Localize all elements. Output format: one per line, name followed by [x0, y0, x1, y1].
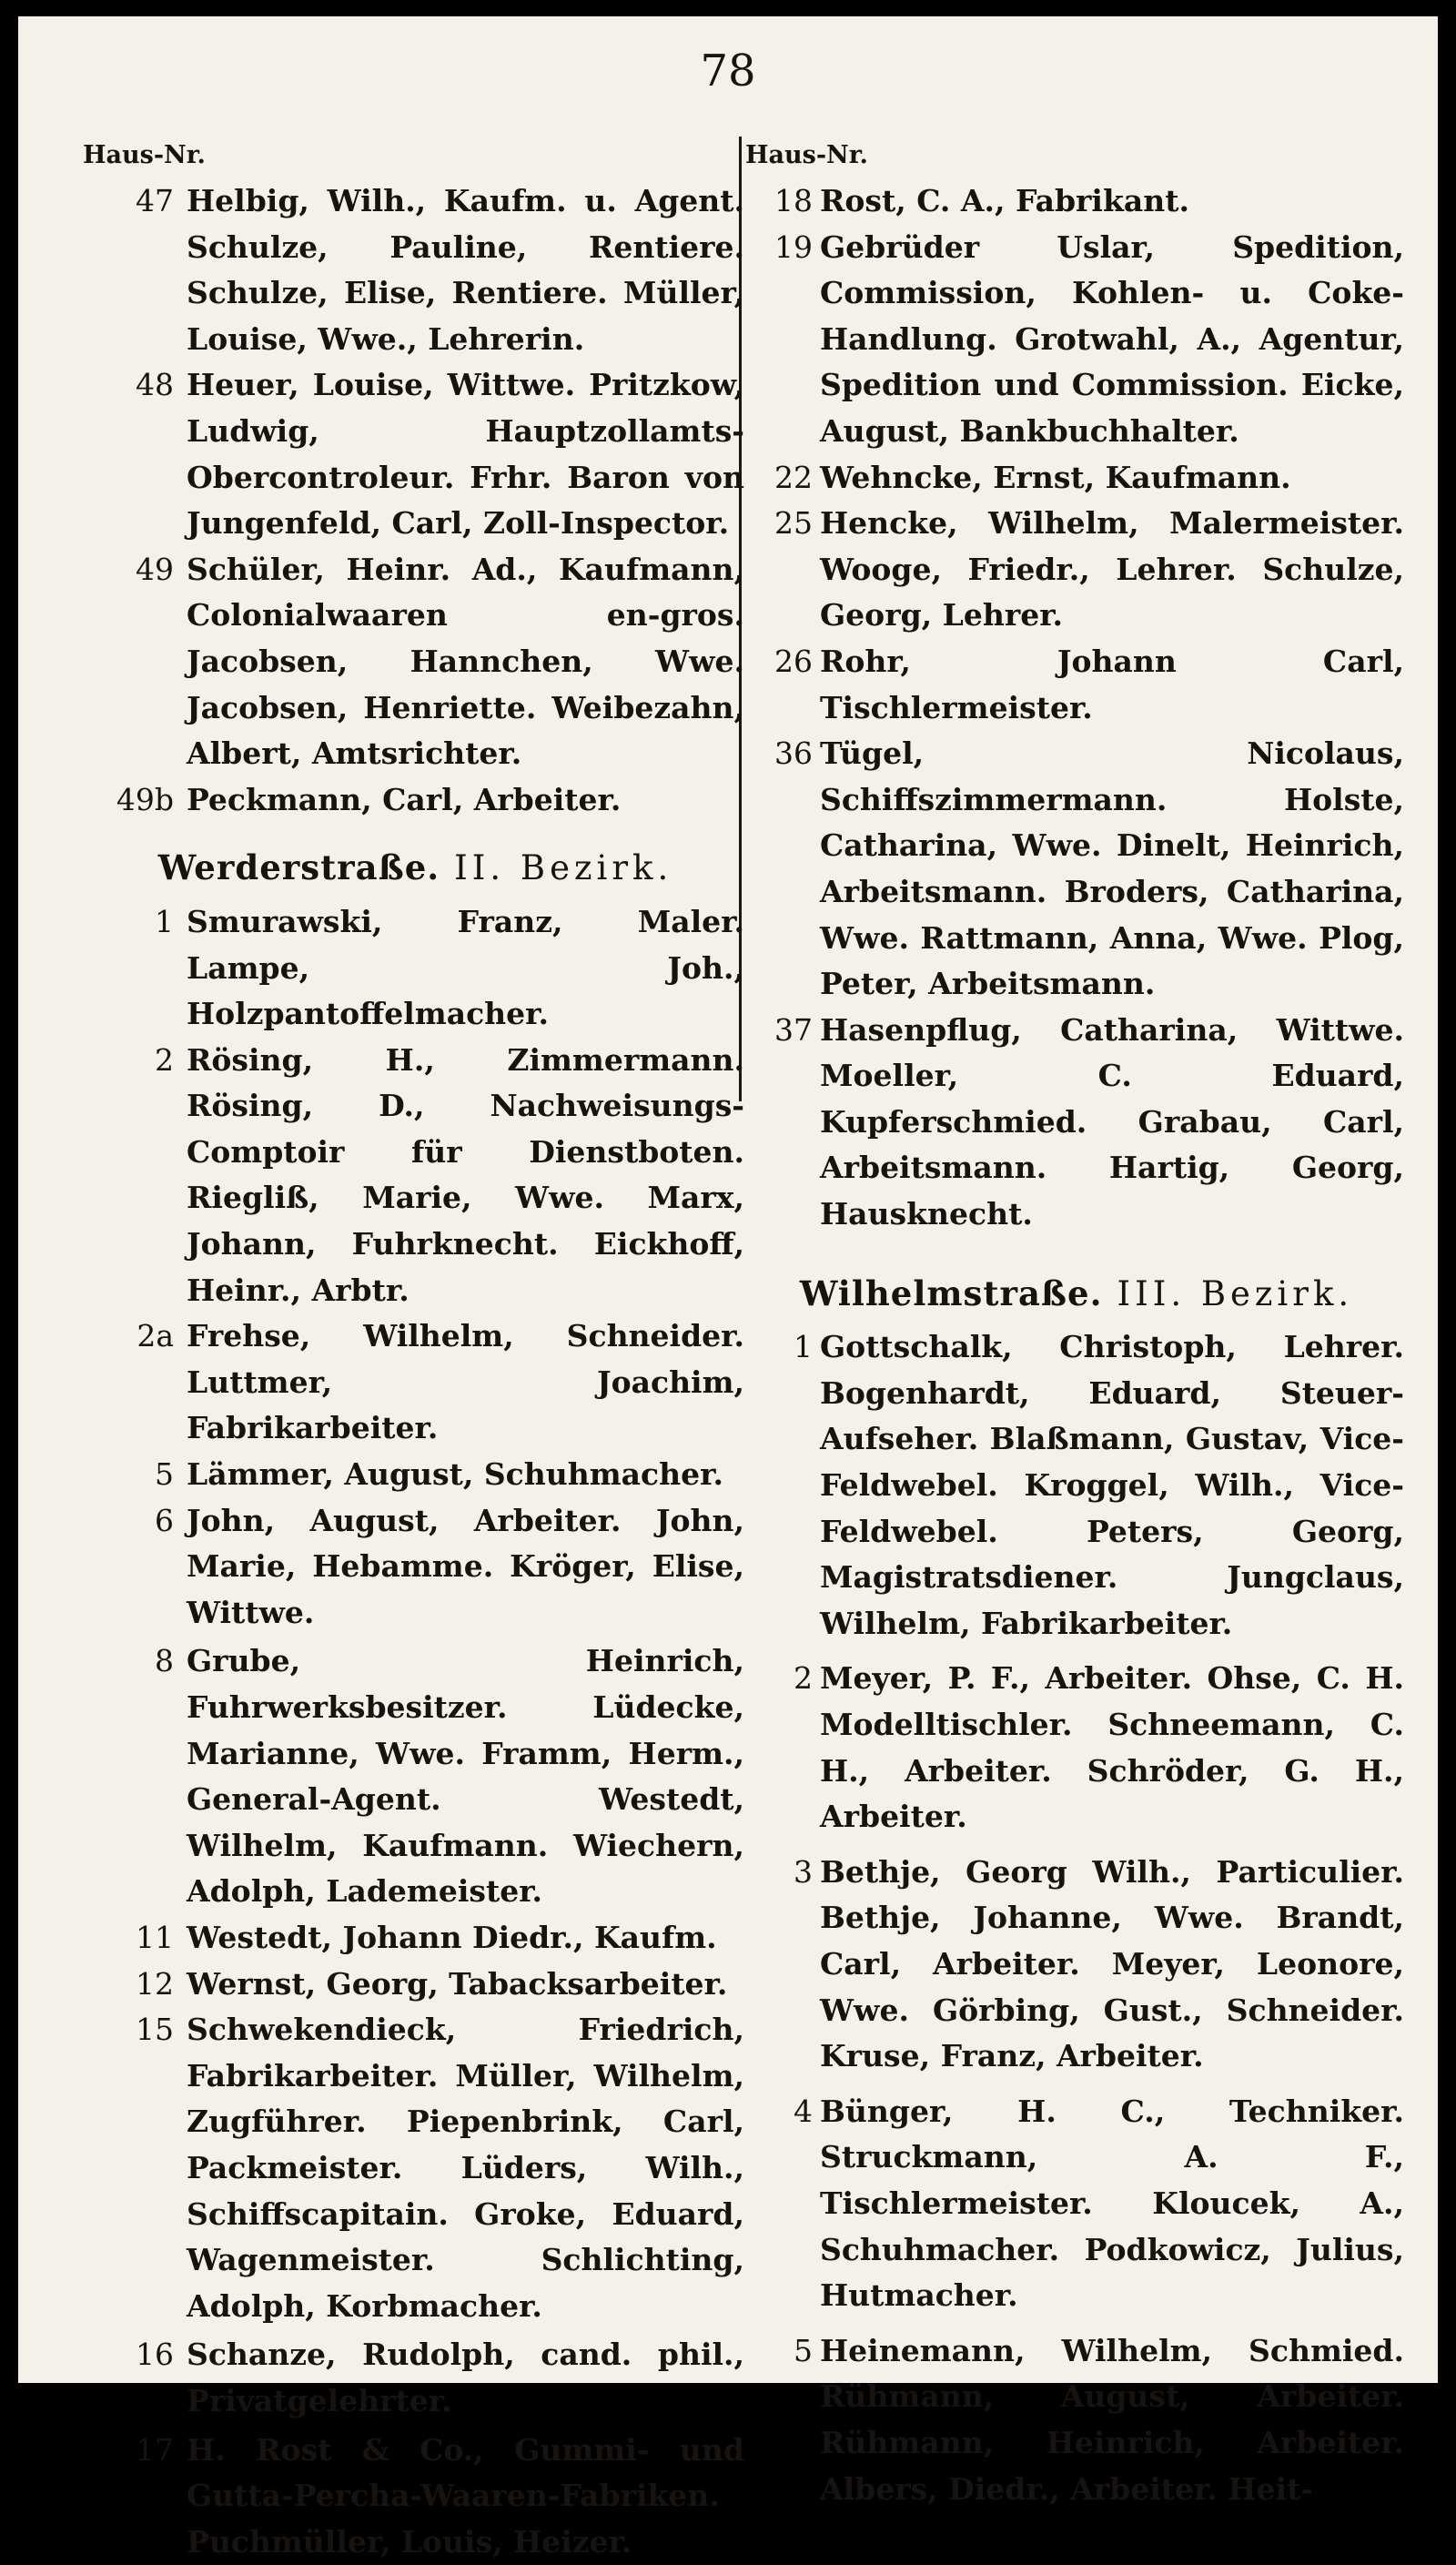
entry-text: Wernst, Georg, Tabacksarbeiter. — [187, 1962, 744, 2008]
entry-text: Schüler, Heinr. Ad., Kaufmann, Colonialwaaren en-gros. Jacobsen, Hannchen, Wwe. Jacobsen, Henriette. Weibezahn, Albert, Amtsrichter. — [187, 547, 744, 777]
street-name: Werderstraße. — [158, 847, 440, 887]
house-number: 12 — [86, 1962, 187, 2008]
house-number-header: Haus-Nr. — [83, 133, 744, 178]
house-number: 49 — [86, 547, 187, 593]
house-number: 19 — [749, 225, 820, 271]
entry-text: Gottschalk, Christoph, Lehrer. Bogenhardt, Eduard, Steuer-Aufseher. Blaßmann, Gustav, Vice-Feldwebel. Kroggel, Wilh., Vice-Feldwebel. Peters, Georg, Magistratsdiener. Jungclaus, Wilhelm, Fabrikarbeiter. — [820, 1324, 1404, 1647]
directory-entry — [86, 547, 744, 777]
entry-text: Hasenpflug, Catharina, Wittwe. Moeller, C. Eduard, Kupferschmied. Grabau, Carl, Arbeitsmann. Hartig, Georg, Hausknecht. — [820, 1008, 1404, 1238]
entry-text: Heinemann, Wilhelm, Schmied. Rühmann, August, Arbeiter. Rühmann, Heinrich, Arbeiter. Albers, Diedr., Arbeiter. Heit- — [820, 2328, 1404, 2512]
entry-text: Smurawski, Franz, Maler. Lampe, Joh., Holzpantoffelmacher. — [187, 899, 744, 1038]
directory-entry — [749, 225, 1404, 455]
house-number-header: Haus-Nr. — [745, 133, 1404, 178]
street-name: Wilhelmstraße. — [800, 1273, 1103, 1313]
entry-text: Grube, Heinrich, Fuhrwerksbesitzer. Lüdecke, Marianne, Wwe. Framm, Herm., General-Agent. Westedt, Wilhelm, Kaufmann. Wiechern, Adolph, Lademeister. — [187, 1638, 744, 1915]
house-number: 17 — [86, 2428, 187, 2474]
house-number: 1 — [86, 899, 187, 946]
house-number: 5 — [86, 1452, 187, 1498]
directory-entry — [86, 2007, 744, 2329]
house-number: 47 — [86, 178, 187, 225]
house-number: 8 — [86, 1638, 187, 1685]
directory-entry — [749, 178, 1404, 225]
directory-entry — [749, 1324, 1404, 1647]
entry-text: Bethje, Georg Wilh., Particulier. Bethje, Johanne, Wwe. Brandt, Carl, Arbeiter. Meyer, Leonore, Wwe. Görbing, Gust., Schneider. Kruse, Franz, Arbeiter. — [820, 1850, 1404, 2080]
directory-entry — [86, 1498, 744, 1637]
house-number: 5 — [749, 2328, 820, 2375]
directory-entry — [86, 2332, 744, 2424]
entry-text: Lämmer, August, Schuhmacher. — [187, 1452, 744, 1498]
district-label: III. Bezirk. — [1117, 1274, 1353, 1313]
house-number: 36 — [749, 731, 820, 777]
house-number: 16 — [86, 2332, 187, 2378]
entry-text: Schwekendieck, Friedrich, Fabrikarbeiter. Müller, Wilhelm, Zugführer. Piepenbrink, Carl, Packmeister. Lüders, Wilh., Schiffscapitain. Groke, Eduard, Wagenmeister. Schlichting, Adolph, Korbmacher. — [187, 2007, 744, 2329]
entry-text: H. Rost & Co., Gummi- und Gutta-Percha-Waaren-Fabriken. Puchmüller, Louis, Heizer. — [187, 2428, 744, 2565]
entry-text: Frehse, Wilhelm, Schneider. Luttmer, Joachim, Fabrikarbeiter. — [187, 1313, 744, 1452]
directory-entry — [86, 1638, 744, 1915]
directory-entry — [86, 2428, 744, 2565]
entry-text: Wehncke, Ernst, Kaufmann. — [820, 455, 1404, 502]
directory-entry — [86, 1962, 744, 2008]
directory-entry — [749, 2328, 1404, 2512]
house-number: 49b — [86, 777, 187, 824]
entry-text: Hencke, Wilhelm, Malermeister. Wooge, Friedr., Lehrer. Schulze, Georg, Lehrer. — [820, 501, 1404, 639]
entry-text: Tügel, Nicolaus, Schiffszimmermann. Holste, Catharina, Wwe. Dinelt, Heinrich, Arbeitsmann. Broders, Catharina, Wwe. Rattmann, Anna, Wwe. Plog, Peter, Arbeitsmann. — [820, 731, 1404, 1008]
page-number: 78 — [18, 49, 1438, 93]
entry-text: Schanze, Rudolph, cand. phil., Privatgelehrter. — [187, 2332, 744, 2424]
entry-text: Rost, C. A., Fabrikant. — [820, 178, 1404, 225]
directory-entry — [86, 1452, 744, 1498]
directory-entry — [86, 1038, 744, 1314]
house-number: 4 — [749, 2089, 820, 2135]
directory-entry — [86, 1915, 744, 1962]
directory-entry — [86, 899, 744, 1038]
entry-text: Meyer, P. F., Arbeiter. Ohse, C. H. Modelltischler. Schneemann, C. H., Arbeiter. Schröder, G. H., Arbeiter. — [820, 1656, 1404, 1840]
left-column — [86, 133, 744, 2565]
directory-entry — [749, 1008, 1404, 1238]
house-number: 48 — [86, 362, 187, 409]
directory-entry — [86, 1313, 744, 1452]
entry-text: Westedt, Johann Diedr., Kaufm. — [187, 1915, 744, 1962]
directory-entry — [749, 639, 1404, 731]
house-number: 2 — [749, 1656, 820, 1702]
entry-text: Gebrüder Uslar, Spedition, Commission, Kohlen- u. Coke-Handlung. Grotwahl, A., Agentur, Spedition und Commission. Eicke, August, Bankbuchhalter. — [820, 225, 1404, 455]
house-number: 2 — [86, 1038, 187, 1084]
entry-text: John, August, Arbeiter. John, Marie, Hebamme. Kröger, Elise, Wittwe. — [187, 1498, 744, 1637]
directory-entry — [749, 1656, 1404, 1840]
directory-entry — [749, 1850, 1404, 2080]
house-number: 25 — [749, 501, 820, 547]
street-heading — [86, 845, 744, 892]
house-number: 3 — [749, 1850, 820, 1896]
district-label: II. Bezirk. — [454, 848, 672, 887]
directory-entry — [749, 501, 1404, 639]
house-number: 1 — [749, 1324, 820, 1371]
entry-text: Rösing, H., Zimmermann. Rösing, D., Nachweisungs-Comptoir für Dienstboten. Riegliß, Marie, Wwe. Marx, Johann, Fuhrknecht. Eickhoff, Heinr., Arbtr. — [187, 1038, 744, 1314]
entry-text: Heuer, Louise, Wittwe. Pritzkow, Ludwig, Hauptzollamts-Obercontroleur. Frhr. Baron von Jungenfeld, Carl, Zoll-Inspector. — [187, 362, 744, 546]
directory-entry — [86, 178, 744, 362]
entry-text: Peckmann, Carl, Arbeiter. — [187, 777, 744, 824]
house-number: 26 — [749, 639, 820, 685]
directory-entry — [86, 777, 744, 824]
entry-text: Rohr, Johann Carl, Tischlermeister. — [820, 639, 1404, 731]
directory-entry — [749, 455, 1404, 502]
right-column — [749, 133, 1404, 2512]
house-number: 11 — [86, 1915, 187, 1962]
house-number: 18 — [749, 178, 820, 225]
house-number: 2a — [86, 1313, 187, 1360]
house-number: 15 — [86, 2007, 187, 2053]
directory-page — [18, 16, 1438, 2383]
street-heading — [749, 1271, 1404, 1318]
entry-text: Bünger, H. C., Techniker. Struckmann, A. F., Tischlermeister. Kloucek, A., Schuhmacher. Podkowicz, Julius, Hutmacher. — [820, 2089, 1404, 2319]
house-number: 6 — [86, 1498, 187, 1545]
directory-entry — [749, 2089, 1404, 2319]
entry-text: Helbig, Wilh., Kaufm. u. Agent. Schulze, Pauline, Rentiere. Schulze, Elise, Rentiere. Müller, Louise, Wwe., Lehrerin. — [187, 178, 744, 362]
directory-entry — [749, 731, 1404, 1008]
house-number: 22 — [749, 455, 820, 502]
house-number: 37 — [749, 1008, 820, 1054]
directory-entry — [86, 362, 744, 546]
